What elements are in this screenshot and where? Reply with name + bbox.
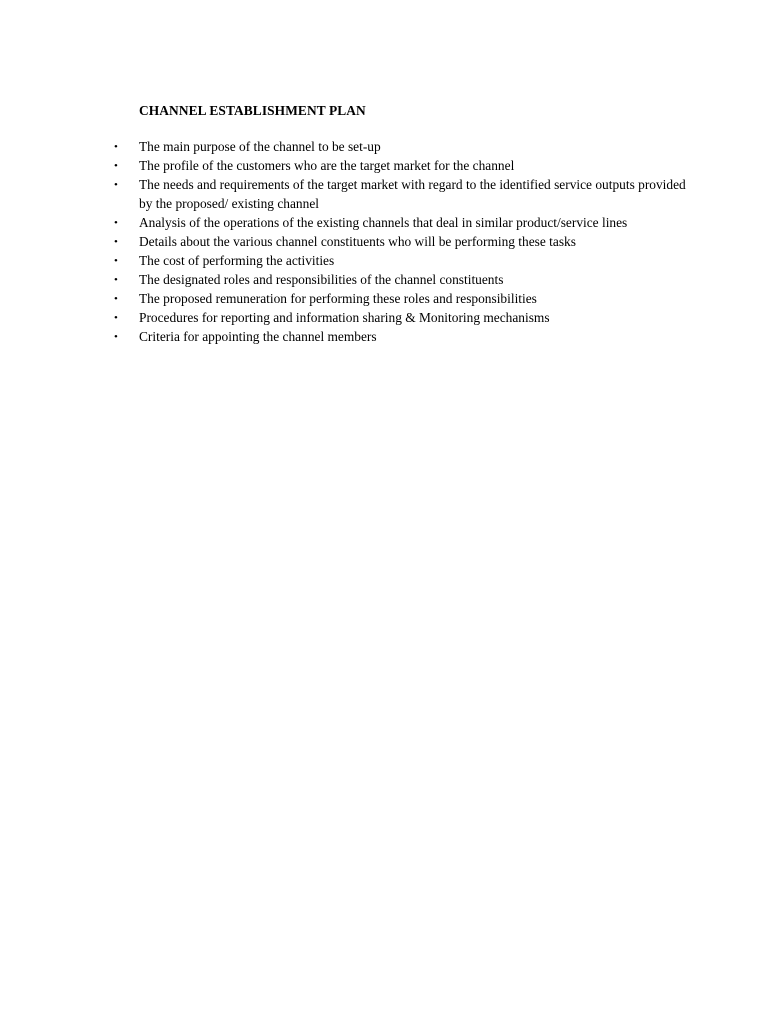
bullet-icon: • <box>114 235 118 248</box>
list-item <box>0 271 768 290</box>
list-item-text: The needs and requirements of the target market with regard to the identified service outputs provided by the proposed/ existing channel <box>139 177 686 211</box>
bullet-icon: • <box>114 160 118 173</box>
bullet-icon: • <box>114 274 118 287</box>
list-item <box>0 214 768 233</box>
list-item <box>0 233 768 252</box>
list-item-text: The profile of the customers who are the target market for the channel <box>139 158 515 174</box>
bullet-icon: • <box>114 331 118 344</box>
list-item-text: The main purpose of the channel to be set-up <box>139 139 381 154</box>
bullet-icon: • <box>114 254 118 267</box>
bullet-icon: • <box>114 216 118 229</box>
list-item <box>0 309 768 328</box>
document-title: CHANNEL ESTABLISHMENT PLAN <box>139 103 366 118</box>
list-item <box>0 252 768 271</box>
list-item-text: Analysis of the operations of the existing channels that deal in similar product/service lines <box>139 214 628 230</box>
list-item <box>0 290 768 309</box>
list-item-text: Details about the various channel constituents who will be performing these tasks <box>139 233 576 249</box>
list-item <box>0 157 768 176</box>
bullet-icon: • <box>114 312 118 325</box>
list-item-text: Criteria for appointing the channel members <box>139 329 377 345</box>
list-item-text: Procedures for reporting and information sharing & Monitoring mechanisms <box>139 310 550 326</box>
list-item <box>0 138 768 157</box>
bullet-list <box>0 138 768 347</box>
list-item <box>0 328 768 347</box>
bullet-icon: • <box>114 179 118 192</box>
list-item-text: The designated roles and responsibilities of the channel constituents <box>139 272 504 288</box>
list-item <box>0 176 768 213</box>
bullet-icon: • <box>114 293 118 306</box>
list-item-text: The proposed remuneration for performing these roles and responsibilities <box>139 291 537 307</box>
bullet-icon: • <box>114 141 118 153</box>
list-item-text: The cost of performing the activities <box>139 252 335 268</box>
